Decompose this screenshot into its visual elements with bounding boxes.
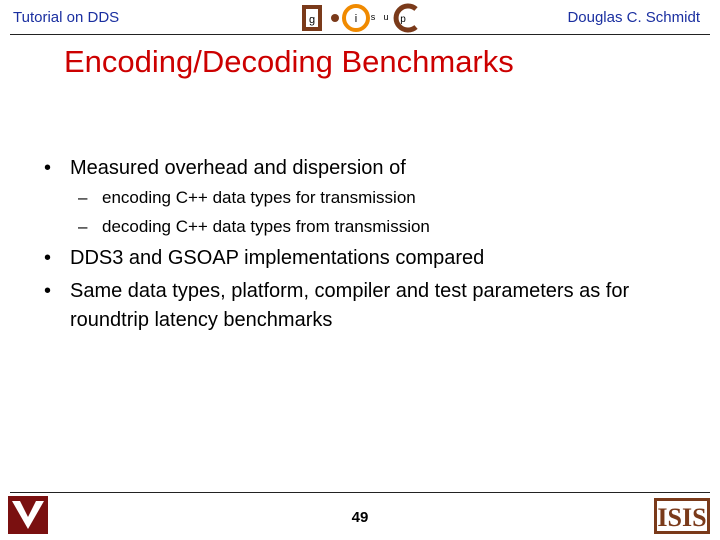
sub-bullet-dash: – <box>78 217 88 236</box>
sub-bullet-text: decoding C++ data types from transmission <box>102 217 430 236</box>
logo-letter-u: u <box>383 12 389 22</box>
header-divider <box>10 34 710 35</box>
footer-divider <box>10 492 710 493</box>
sub-bullet-dash: – <box>78 188 88 207</box>
logo-letter-g: g <box>308 14 316 26</box>
sub-bullet-item <box>78 186 416 210</box>
slide-title: Encoding/Decoding Benchmarks <box>64 44 514 79</box>
bullet-item <box>44 154 684 183</box>
doc-group-logo <box>300 3 420 38</box>
page-number: 49 <box>351 509 369 526</box>
header-left-text: Tutorial on DDS <box>13 9 120 26</box>
isis-logo-text: ISIS <box>657 503 707 532</box>
bullet-item <box>44 277 664 335</box>
bullet-dot: • <box>44 157 52 179</box>
bullet-dot: • <box>44 280 52 302</box>
header-right-text: Douglas C. Schmidt <box>567 9 700 26</box>
logo-letter-i: i <box>354 13 358 25</box>
sub-bullet-item <box>78 215 430 239</box>
bullet-dot: • <box>44 247 52 269</box>
bullet-text: DDS3 and GSOAP implementations compared <box>70 247 485 269</box>
isis-logo <box>654 498 710 539</box>
logo-letter-p: p <box>400 14 406 25</box>
bullet-text: Same data types, platform, compiler and test parameters as for roundtrip latency benchmarks <box>70 280 630 331</box>
sub-bullet-text: encoding C++ data types for transmission <box>102 188 416 207</box>
logo-letter-r: r <box>342 12 346 22</box>
logo-letter-s: s <box>370 12 376 22</box>
bullet-text: Measured overhead and dispersion of <box>70 157 406 179</box>
bullet-item <box>44 244 684 273</box>
